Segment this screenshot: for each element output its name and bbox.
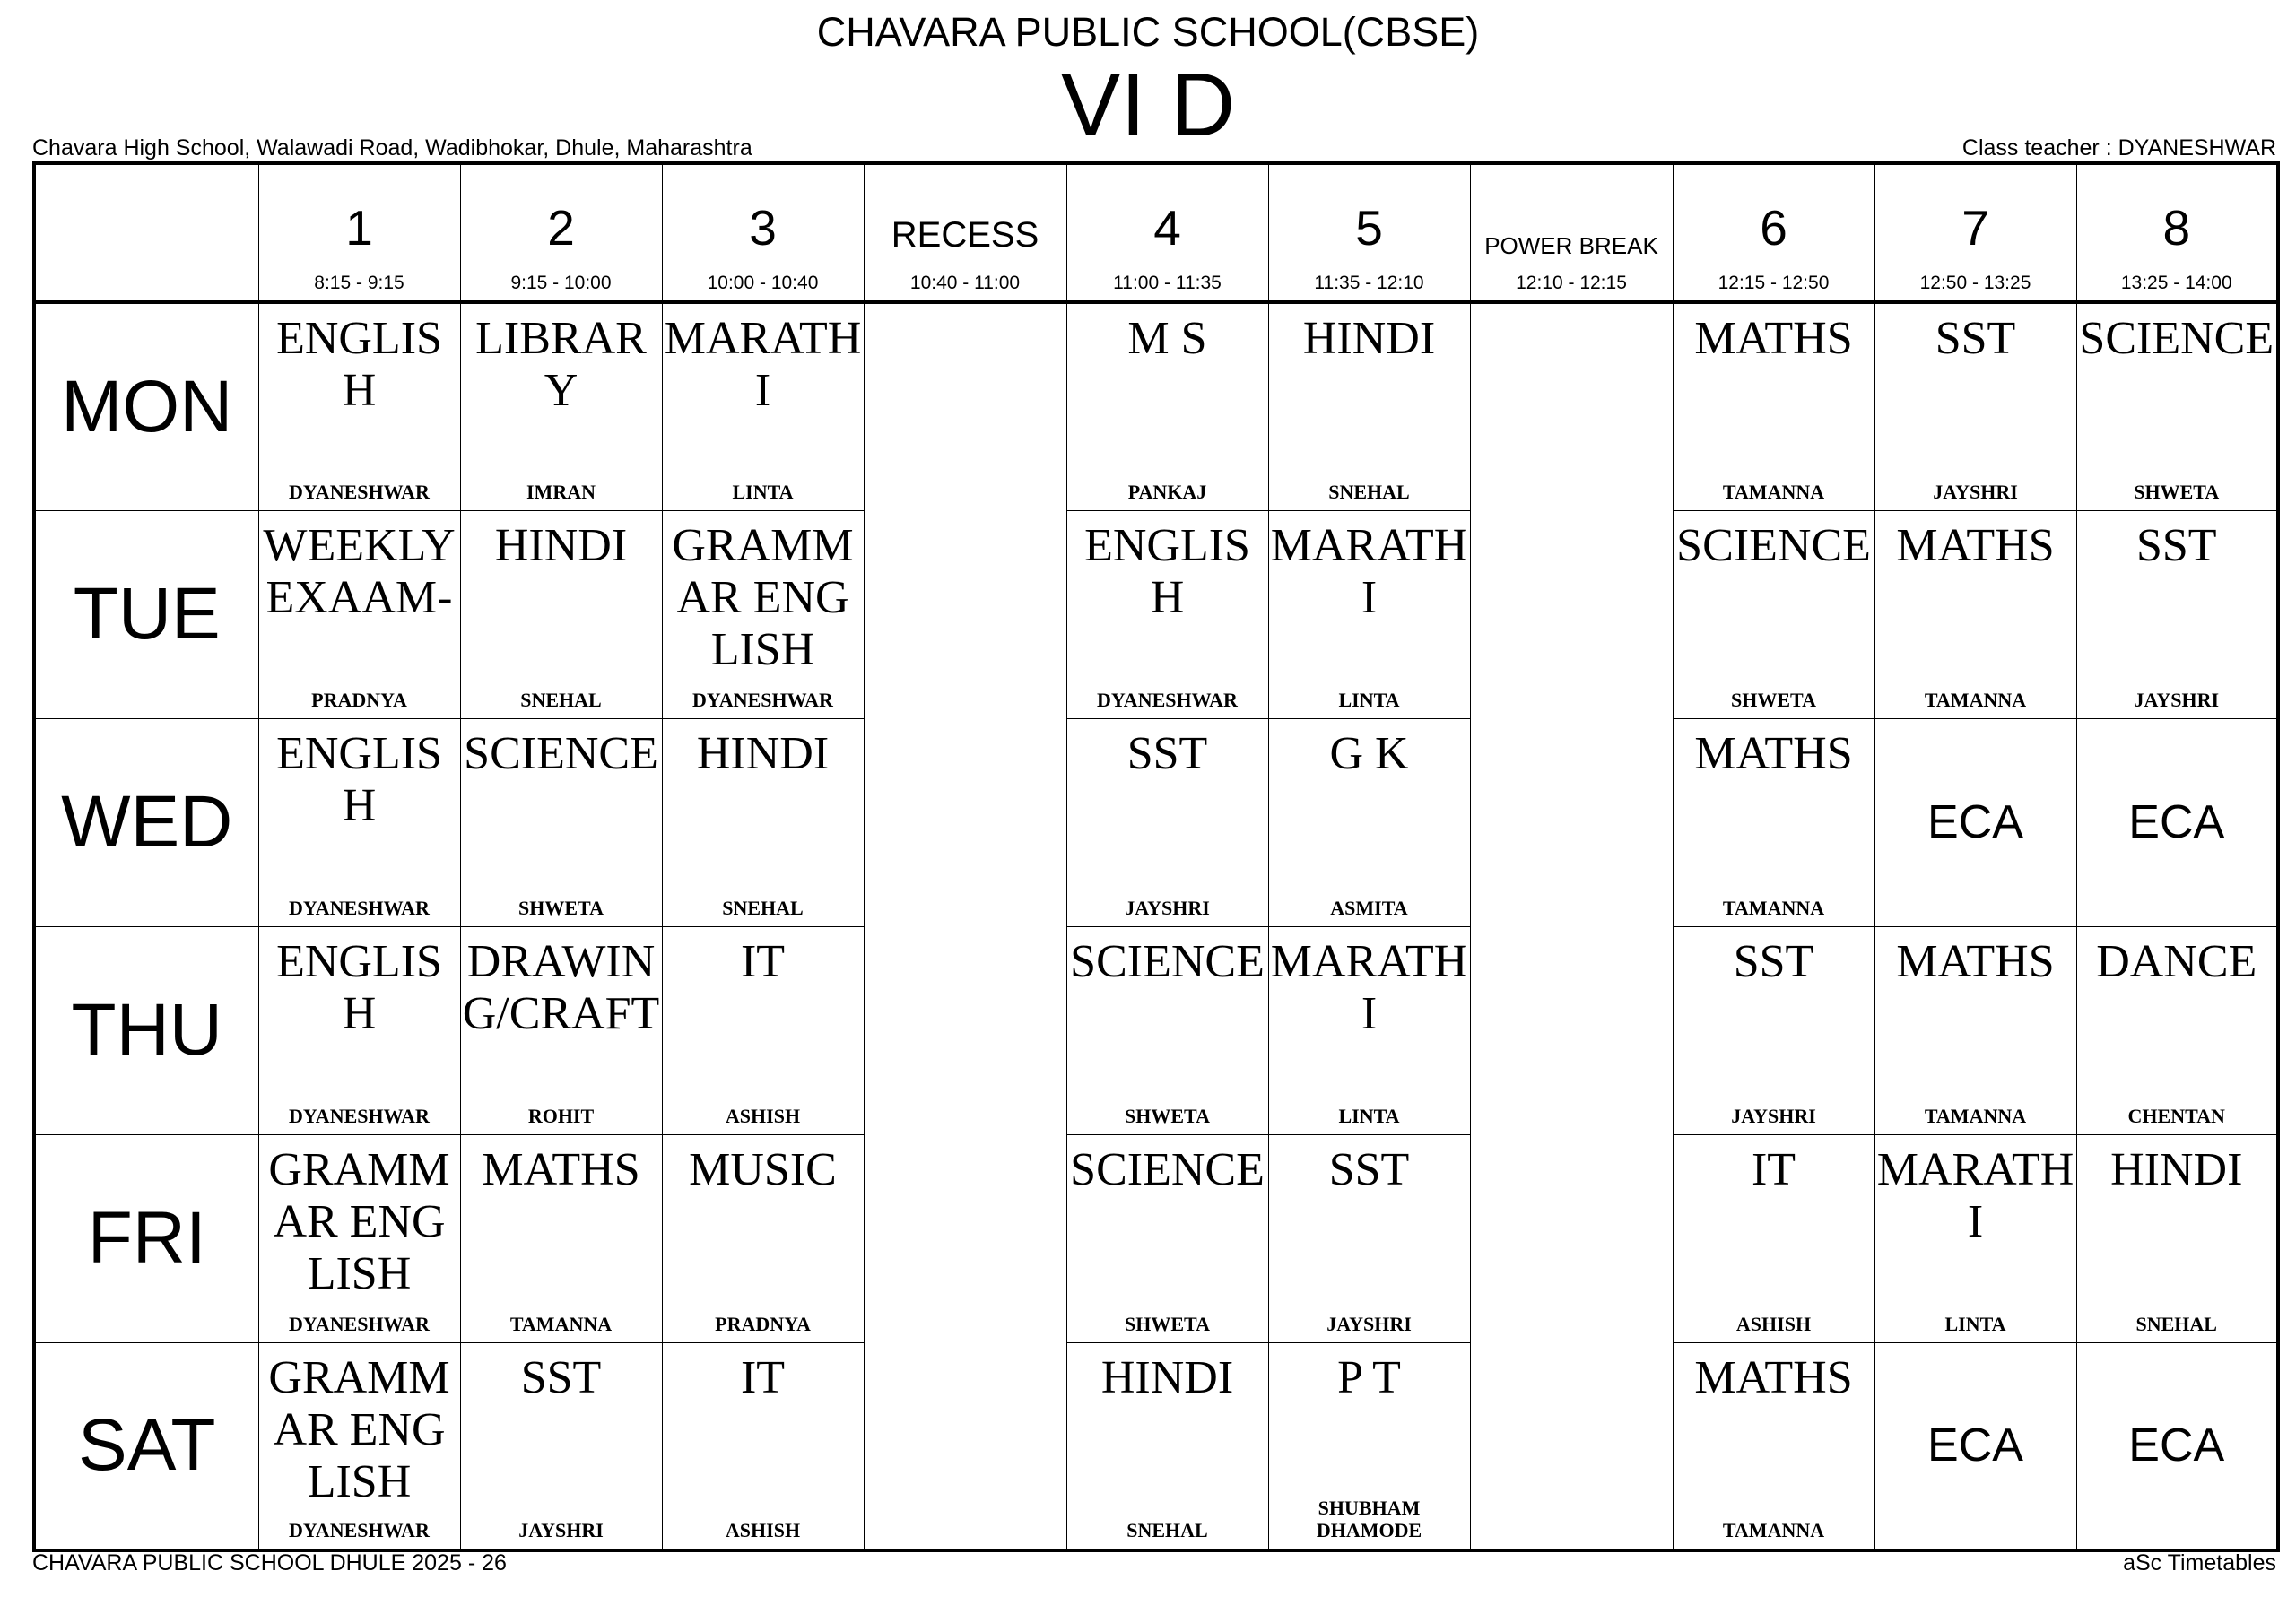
lesson-cell	[1066, 1342, 1268, 1550]
lesson-cell	[1268, 1342, 1470, 1550]
teacher-name: SHWETA	[518, 896, 604, 919]
period-time: 8:15 - 9:15	[314, 273, 404, 293]
teacher-name: ASMITA	[1330, 896, 1408, 919]
teacher-name: JAYSHRI	[1731, 1104, 1816, 1127]
lesson-cell	[1268, 510, 1470, 718]
period-time: 13:25 - 14:00	[2120, 273, 2232, 293]
subject-name: SST	[1935, 313, 2016, 364]
subject-name: SCIENCE	[1676, 519, 1871, 571]
period-time: 12:15 - 12:50	[1718, 273, 1830, 293]
lesson-cell	[662, 926, 864, 1134]
period-label: 6	[1760, 200, 1787, 256]
day-row-tue	[34, 510, 2278, 718]
period-label: 5	[1355, 200, 1383, 256]
period-header-7	[1470, 163, 1673, 302]
subject-name: SST	[1733, 935, 1814, 987]
day-row-thu	[34, 926, 2278, 1134]
teacher-name: SHUBHAM DHAMODE	[1316, 1497, 1422, 1541]
lesson-cell	[258, 926, 460, 1134]
period-header-1	[258, 163, 460, 302]
day-cell	[34, 1134, 258, 1342]
lesson-cell	[258, 302, 460, 510]
lesson-cell	[2076, 926, 2278, 1134]
teacher-name: SNEHAL	[1126, 1519, 1208, 1541]
subject-name: SCIENCE	[1070, 935, 1265, 987]
teacher-name: TAMANNA	[1722, 1519, 1825, 1541]
lesson-cell	[1066, 718, 1268, 926]
teacher-name: DYANESHWAR	[289, 896, 430, 919]
teacher-name: ROHIT	[527, 1104, 595, 1127]
subject-name: SST	[1126, 727, 1208, 779]
subject-name: WEEKLY EXAAM-	[263, 519, 456, 623]
lesson-cell	[258, 718, 460, 926]
teacher-name: TAMANNA	[509, 1312, 613, 1335]
subject-name: GRAMMAR ENGLISH	[268, 1143, 450, 1299]
teacher-name: TAMANNA	[1924, 688, 2027, 711]
subject-name: GRAMMAR ENGLISH	[268, 1351, 450, 1507]
teacher-name: DYANESHWAR	[289, 480, 430, 503]
corner-cell	[34, 163, 258, 302]
subject-name: ENGLISH	[276, 935, 442, 1039]
subject-name: HINDI	[494, 519, 628, 571]
teacher-name: SNEHAL	[1328, 480, 1410, 503]
subject-name: SCIENCE	[1070, 1143, 1265, 1195]
subject-name: P T	[1337, 1351, 1401, 1403]
period-header-10	[2076, 163, 2278, 302]
period-time: 11:00 - 11:35	[1113, 273, 1222, 293]
teacher-name: JAYSHRI	[1125, 896, 1210, 919]
subject-name: SST	[520, 1351, 602, 1403]
lesson-cell	[460, 510, 662, 718]
recess-column	[864, 302, 1066, 1550]
period-time: 12:50 - 13:25	[1919, 273, 2031, 293]
teacher-name: JAYSHRI	[518, 1519, 604, 1541]
teacher-name: ASHISH	[1735, 1312, 1812, 1335]
teacher-name: LINTA	[1338, 1104, 1400, 1127]
activity-label: ECA	[1927, 796, 2023, 848]
day-cell	[34, 718, 258, 926]
period-time: 10:40 - 11:00	[909, 273, 1021, 293]
period-header-5	[1066, 163, 1268, 302]
school-title: CHAVARA PUBLIC SCHOOL(CBSE)	[816, 9, 1480, 55]
teacher-name: DYANESHWAR	[289, 1519, 430, 1541]
subject-name: MARATHI	[1270, 935, 1468, 1039]
subject-name: HINDI	[696, 727, 830, 779]
lesson-cell	[2076, 510, 2278, 718]
lesson-cell	[1268, 302, 1470, 510]
teacher-name: TAMANNA	[1924, 1104, 2027, 1127]
subject-name: MARATHI	[1270, 519, 1468, 623]
subject-name: ENGLISH	[276, 727, 442, 831]
activity-label: ECA	[2128, 796, 2225, 848]
period-label: 7	[1961, 200, 1989, 256]
subject-name: SST	[1328, 1143, 1410, 1195]
lesson-cell	[1268, 1134, 1470, 1342]
teacher-name: SHWETA	[2134, 480, 2220, 503]
day-row-sat	[34, 1342, 2278, 1550]
period-label: 1	[345, 200, 373, 256]
lesson-cell	[460, 302, 662, 510]
lesson-cell	[460, 1342, 662, 1550]
period-time: 10:00 - 10:40	[707, 273, 819, 293]
lesson-cell	[1066, 510, 1268, 718]
activity-label: ECA	[2128, 1419, 2225, 1472]
lesson-cell	[662, 1342, 864, 1550]
teacher-name: SNEHAL	[2135, 1312, 2217, 1335]
lesson-cell	[258, 510, 460, 718]
period-header-9	[1874, 163, 2076, 302]
period-time: 11:35 - 12:10	[1314, 273, 1424, 293]
lesson-cell	[662, 510, 864, 718]
period-header-6	[1268, 163, 1470, 302]
day-cell	[34, 926, 258, 1134]
period-label: 8	[2162, 200, 2191, 256]
lesson-cell	[662, 302, 864, 510]
teacher-name: ASHISH	[725, 1104, 801, 1127]
day-name: THU	[71, 989, 223, 1071]
period-header-row	[34, 163, 2278, 302]
teacher-name: LINTA	[1944, 1312, 2006, 1335]
subject-name: SCIENCE	[464, 727, 658, 779]
lesson-cell	[2076, 302, 2278, 510]
teacher-name: TAMANNA	[1722, 480, 1825, 503]
teacher-name: CHENTAN	[2127, 1104, 2225, 1127]
day-name: FRI	[87, 1197, 206, 1279]
day-name: MON	[61, 365, 233, 447]
class-teacher: Class teacher : DYANESHWAR	[1961, 135, 2276, 161]
lesson-cell	[1874, 1342, 2076, 1550]
lesson-cell	[1673, 510, 1874, 718]
day-cell	[34, 510, 258, 718]
period-header-3	[662, 163, 864, 302]
subject-name: M S	[1127, 313, 1207, 364]
teacher-name: SNEHAL	[520, 688, 602, 711]
class-title: VI D	[1060, 55, 1236, 155]
footer-school-year: CHAVARA PUBLIC SCHOOL DHULE 2025 - 26	[32, 1550, 507, 1575]
subject-name: ENGLISH	[1084, 519, 1250, 623]
activity-label: ECA	[1927, 1419, 2023, 1472]
subject-name: MATHS	[1694, 727, 1853, 779]
lesson-cell	[1874, 302, 2076, 510]
teacher-name: PRADNYA	[311, 688, 407, 711]
subject-name: IT	[740, 1351, 786, 1403]
lesson-cell	[460, 718, 662, 926]
lesson-cell	[1874, 718, 2076, 926]
period-label: 2	[547, 200, 575, 256]
lesson-cell	[1066, 1134, 1268, 1342]
lesson-cell	[1066, 926, 1268, 1134]
lesson-cell	[2076, 1134, 2278, 1342]
period-time: 9:15 - 10:00	[510, 273, 612, 293]
subject-name: MUSIC	[689, 1143, 837, 1195]
teacher-name: DYANESHWAR	[1097, 688, 1238, 711]
lesson-cell	[460, 1134, 662, 1342]
lesson-cell	[258, 1342, 460, 1550]
teacher-name: JAYSHRI	[1933, 480, 2018, 503]
teacher-name: JAYSHRI	[2134, 688, 2220, 711]
subject-name: IT	[1751, 1143, 1796, 1195]
teacher-name: TAMANNA	[1722, 896, 1825, 919]
teacher-name: SNEHAL	[722, 896, 804, 919]
subject-name: MARATHI	[1876, 1143, 2074, 1247]
subject-name: SCIENCE	[2079, 313, 2274, 364]
subject-name: GRAMMAR ENGLISH	[672, 519, 854, 675]
subject-name: MATHS	[1694, 1351, 1853, 1403]
timetable	[32, 161, 2276, 1549]
lesson-cell	[1673, 718, 1874, 926]
subject-name: MATHS	[1694, 313, 1853, 364]
subject-name: MATHS	[1896, 519, 2055, 571]
lesson-cell	[258, 1134, 460, 1342]
period-header-4	[864, 163, 1066, 302]
day-row-wed	[34, 718, 2278, 926]
school-address: Chavara High School, Walawadi Road, Wadibhokar, Dhule, Maharashtra	[32, 135, 752, 161]
subject-name: IT	[740, 935, 786, 987]
day-name: SAT	[78, 1404, 216, 1487]
lesson-cell	[460, 926, 662, 1134]
lesson-cell	[1673, 926, 1874, 1134]
teacher-name: DYANESHWAR	[289, 1104, 430, 1127]
day-name: TUE	[73, 573, 221, 655]
lesson-cell	[1673, 1342, 1874, 1550]
day-cell	[34, 1342, 258, 1550]
subject-name: ENGLISH	[276, 313, 442, 416]
subject-name: HINDI	[1100, 1351, 1234, 1403]
subject-name: HINDI	[2110, 1143, 2243, 1195]
teacher-name: PANKAJ	[1127, 480, 1207, 503]
period-header-8	[1673, 163, 1874, 302]
teacher-name: SHWETA	[1125, 1312, 1210, 1335]
lesson-cell	[1268, 718, 1470, 926]
power-break-column	[1470, 302, 1673, 1550]
teacher-name: LINTA	[1338, 688, 1400, 711]
teacher-name: IMRAN	[526, 480, 596, 503]
subject-name: DANCE	[2096, 935, 2257, 987]
lesson-cell	[1066, 302, 1268, 510]
subject-name: MATHS	[1896, 935, 2055, 987]
teacher-name: PRADNYA	[715, 1312, 811, 1335]
lesson-cell	[662, 718, 864, 926]
teacher-name: SHWETA	[1125, 1104, 1210, 1127]
period-label: POWER BREAK	[1484, 232, 1658, 259]
subject-name: DRAWING/CRAFT	[462, 935, 660, 1039]
lesson-cell	[1268, 926, 1470, 1134]
period-label: 4	[1153, 200, 1181, 256]
subject-name: G K	[1329, 727, 1409, 779]
teacher-name: SHWETA	[1731, 688, 1816, 711]
lesson-cell	[1874, 1134, 2076, 1342]
teacher-name: JAYSHRI	[1326, 1312, 1412, 1335]
timetable-grid	[32, 161, 2280, 1552]
footer-credit: aSc Timetables	[2123, 1550, 2276, 1575]
teacher-name: ASHISH	[725, 1519, 801, 1541]
subject-name: MARATHI	[664, 313, 862, 416]
lesson-cell	[2076, 718, 2278, 926]
day-row-mon	[34, 302, 2278, 510]
subject-name: SST	[2135, 519, 2217, 571]
lesson-cell	[1874, 510, 2076, 718]
period-header-2	[460, 163, 662, 302]
subject-name: HINDI	[1302, 313, 1436, 364]
teacher-name: DYANESHWAR	[692, 688, 833, 711]
lesson-cell	[1673, 1134, 1874, 1342]
day-name: WED	[61, 781, 233, 863]
lesson-cell	[2076, 1342, 2278, 1550]
lesson-cell	[1874, 926, 2076, 1134]
period-label: 3	[749, 200, 777, 256]
day-row-fri	[34, 1134, 2278, 1342]
day-cell	[34, 302, 258, 510]
lesson-cell	[662, 1134, 864, 1342]
lesson-cell	[1673, 302, 1874, 510]
period-label: RECESS	[891, 215, 1039, 255]
teacher-name: LINTA	[732, 480, 794, 503]
period-time: 12:10 - 12:15	[1516, 273, 1627, 293]
teacher-name: DYANESHWAR	[289, 1312, 430, 1335]
subject-name: LIBRARY	[475, 313, 647, 416]
subject-name: MATHS	[482, 1143, 640, 1195]
timetable-body	[34, 302, 2278, 1550]
